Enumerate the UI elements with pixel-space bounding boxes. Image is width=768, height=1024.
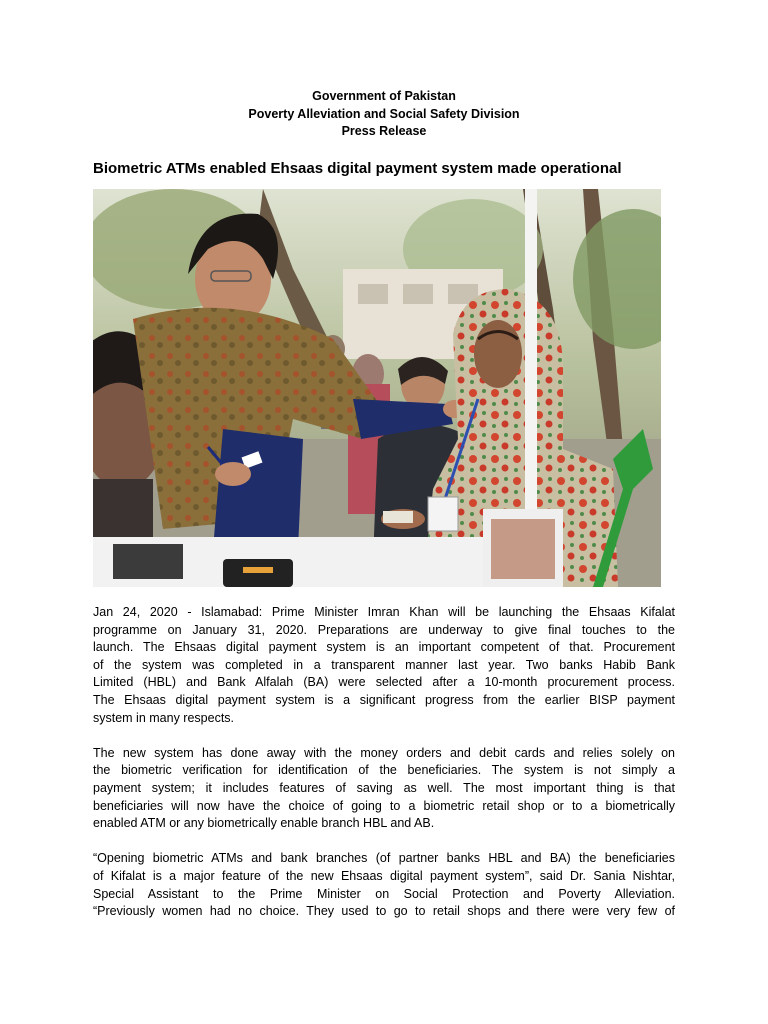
text-line: beneficiaries will now have the choice of going to a biometric retail shop or to a biometrically	[93, 798, 675, 813]
text-line: system in many respects.	[93, 710, 235, 725]
text-line: Limited (HBL) and Bank Alfalah (BA) were selected after a 10-month procurement process.	[93, 675, 675, 690]
text-line: Jan 24, 2020 - Islamabad: Prime Minister Imran Khan will be launching the Ehsaas Kifalat	[93, 605, 675, 619]
text-line: Special Assistant to the Prime Minister on Social Protection and Poverty Alleviation.	[93, 886, 675, 901]
text-line: “Opening biometric ATMs and bank branches (of partner banks HBL and BA) the beneficiaries	[93, 851, 675, 866]
text-line: the biometric verification for identification of the beneficiaries. The system is not simply a	[93, 763, 675, 778]
text-line: “Previously women had no choice. They used to go to retail shops and there were very few of	[93, 904, 675, 919]
text-line: enabled ATM or any biometrically enable branch HBL and AB.	[93, 816, 435, 831]
text-line: of Kifalat is a major feature of the new Ehsaas digital payment system”, said Dr. Sania Nishtar,	[93, 868, 675, 883]
press-release-header	[93, 88, 675, 141]
article-body	[93, 604, 675, 938]
text-line: programme on January 31, 2020. Preparations are underway to give final touches to the	[93, 622, 675, 637]
article-paragraph	[93, 745, 675, 833]
text-line: launch. The Ehsaas digital payment system is an important competent of that. Procurement	[93, 640, 675, 655]
text-line: of the system was completed in a transparent manner last year. Two banks Habib Bank	[93, 657, 675, 672]
header-press-release: Press Release	[341, 124, 427, 138]
text-line: The Ehsaas digital payment system is a significant progress from the earlier BISP payment	[93, 692, 675, 707]
text-line: payment system; it includes features of saving as well. The most important thing is that	[93, 780, 675, 795]
article-paragraph	[93, 850, 675, 920]
text-line: The new system has done away with the money orders and debit cards and relies solely on	[93, 745, 675, 760]
header-division: Poverty Alleviation and Social Safety Division	[248, 106, 520, 121]
article-paragraph	[93, 604, 675, 727]
photo-image	[93, 189, 661, 587]
header-government: Government of Pakistan	[312, 89, 456, 103]
headline: Biometric ATMs enabled Ehsaas digital payment system made operational	[93, 160, 622, 177]
